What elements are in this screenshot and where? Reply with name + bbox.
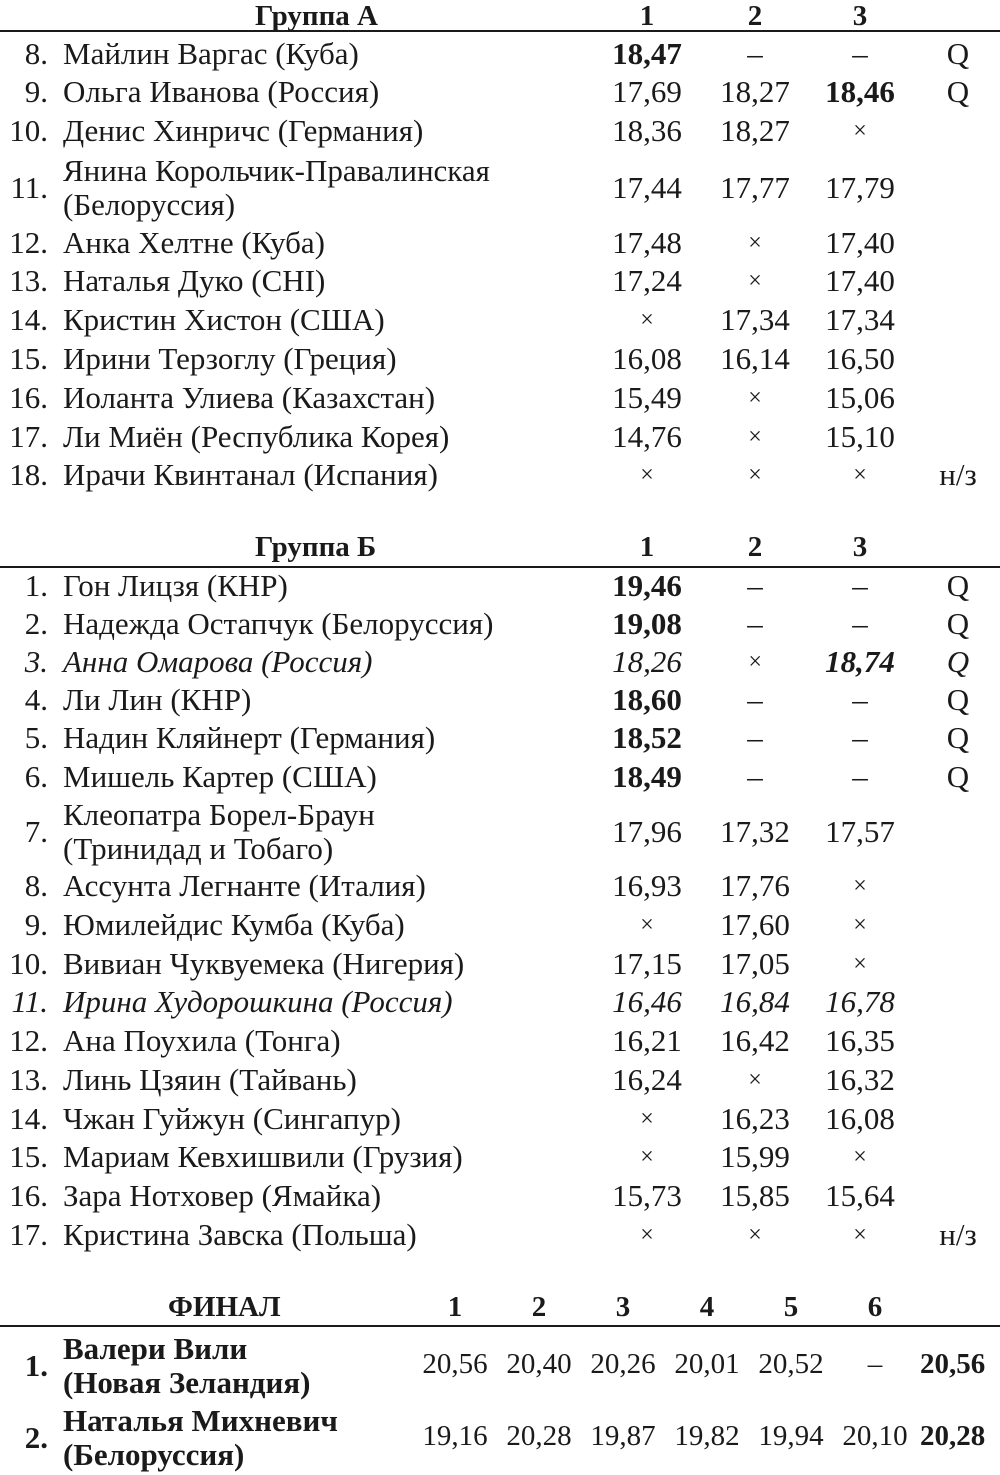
qualification-mark: Q [946, 759, 970, 794]
athlete-name: Ассунта Легнанте (Италия) [63, 868, 426, 903]
attempt-result: × [853, 873, 867, 899]
athlete-name: Надежда Остапчук (Белоруссия) [63, 606, 494, 641]
attempt-result: 17,77 [720, 170, 790, 205]
attempt-result: 15,99 [720, 1139, 790, 1174]
athlete-name: Янина Корольчик-Правалинская [63, 153, 490, 188]
attempt-result: 16,46 [612, 984, 682, 1019]
attempt-result: 17,34 [720, 302, 790, 337]
attempt-result: – [747, 36, 763, 71]
attempt-result: 20,40 [506, 1348, 572, 1380]
attempt-result: 20,26 [590, 1348, 656, 1380]
athlete-name: (Белоруссия) [63, 1437, 245, 1472]
athlete-name: Зара Нотховер (Ямайка) [63, 1178, 382, 1213]
attempt-result: 20,56 [422, 1348, 488, 1380]
group_a-col-header: 3 [852, 0, 868, 32]
qualification-mark: Q [946, 644, 970, 679]
place-number: 1. [24, 568, 48, 603]
athlete-name: Ольга Иванова (Россия) [63, 74, 380, 109]
athlete-name: Майлин Варгас (Куба) [63, 36, 359, 71]
final-col-header: 3 [615, 1291, 631, 1323]
attempt-result: – [747, 682, 763, 717]
attempt-result: 16,50 [825, 341, 895, 376]
group_b-col-header: 3 [852, 531, 868, 563]
attempt-result: × [640, 307, 654, 333]
attempt-result: 19,16 [422, 1420, 488, 1452]
place-number: 13. [9, 263, 48, 298]
athlete-name: Ли Миён (Республика Корея) [63, 419, 450, 454]
qualification-mark: н/з [939, 457, 977, 492]
attempt-result: 18,26 [612, 644, 682, 679]
attempt-result: 16,84 [720, 984, 790, 1019]
attempt-result: 15,10 [825, 419, 895, 454]
athlete-name: Ирини Терзоглу (Греция) [63, 341, 397, 376]
attempt-result: 17,05 [720, 946, 790, 981]
attempt-result: 17,40 [825, 225, 895, 260]
attempt-result: 18,27 [720, 113, 790, 148]
place-number: 8. [24, 36, 48, 71]
attempt-result: 17,44 [612, 170, 682, 205]
attempt-result: 17,76 [720, 868, 790, 903]
qualification-mark: Q [946, 568, 970, 603]
attempt-result: 17,32 [720, 814, 790, 849]
place-number: 16. [9, 380, 48, 415]
attempt-result: – [747, 606, 763, 641]
attempt-result: 18,60 [612, 682, 682, 717]
attempt-result: 16,42 [720, 1023, 790, 1058]
athlete-name: Надин Кляйнерт (Германия) [63, 720, 436, 755]
best-result: 20,56 [920, 1348, 986, 1380]
attempt-result: 18,36 [612, 113, 682, 148]
attempt-result: 17,79 [825, 170, 895, 205]
attempt-result: × [640, 912, 654, 938]
place-number: 4. [24, 682, 48, 717]
athlete-name: Иоланта Улиева (Казахстан) [63, 380, 436, 415]
place-number: 15. [9, 341, 48, 376]
place-number: 14. [9, 302, 48, 337]
attempt-result: 19,94 [758, 1420, 824, 1452]
athlete-name: Ана Поухила (Тонга) [63, 1023, 341, 1058]
final-title: ФИНАЛ [168, 1291, 281, 1323]
attempt-result: × [640, 1106, 654, 1132]
attempt-result: × [640, 462, 654, 488]
place-number: 12. [9, 1023, 48, 1058]
group_b-title: Группа Б [255, 531, 377, 563]
attempt-result: 14,76 [612, 419, 682, 454]
group_b-col-header: 1 [639, 531, 655, 563]
place-number: 2. [24, 606, 48, 641]
group_a-col-header: 1 [639, 0, 655, 32]
attempt-result: 20,52 [758, 1348, 824, 1380]
athlete-name: Анна Омарова (Россия) [63, 644, 373, 679]
group_a-header-rule [0, 30, 1000, 32]
attempt-result: 18,27 [720, 74, 790, 109]
athlete-name: Линь Цзяин (Тайвань) [63, 1062, 357, 1097]
place-number: 1. [24, 1348, 48, 1383]
attempt-result: – [852, 759, 868, 794]
place-number: 17. [9, 1217, 48, 1252]
attempt-result: 15,06 [825, 380, 895, 415]
attempt-result: 18,52 [612, 720, 682, 755]
place-number: 11. [10, 170, 48, 205]
group_a-title: Группа А [255, 0, 378, 32]
athlete-name: Клеопатра Борел-Браун [63, 797, 375, 832]
attempt-result: 15,49 [612, 380, 682, 415]
attempt-result: × [640, 1144, 654, 1170]
attempt-result: 16,35 [825, 1023, 895, 1058]
qualification-mark: н/з [939, 1217, 977, 1252]
attempt-result: 18,74 [825, 644, 895, 679]
attempt-result: × [748, 1222, 762, 1248]
qualification-mark: Q [946, 74, 970, 109]
place-number: 15. [9, 1139, 48, 1174]
attempt-result: 16,08 [612, 341, 682, 376]
attempt-result: × [748, 268, 762, 294]
attempt-result: × [748, 385, 762, 411]
place-number: 11. [11, 984, 48, 1019]
attempt-result: 17,34 [825, 302, 895, 337]
best-result: 20,28 [920, 1420, 986, 1452]
athlete-name: Гон Лицзя (КНР) [63, 568, 288, 603]
place-number: 6. [24, 759, 48, 794]
place-number: 16. [9, 1178, 48, 1213]
place-number: 10. [9, 946, 48, 981]
attempt-result: × [748, 1067, 762, 1093]
attempt-result: 15,64 [825, 1178, 895, 1213]
attempt-result: 17,24 [612, 263, 682, 298]
athlete-name: Ирачи Квинтанал (Испания) [63, 457, 438, 492]
final-col-header: 1 [447, 1291, 463, 1323]
attempt-result: × [853, 462, 867, 488]
attempt-result: 20,10 [842, 1420, 908, 1452]
attempt-result: 17,15 [612, 946, 682, 981]
attempt-result: 17,96 [612, 814, 682, 849]
athlete-name: Наталья Дуко (CHI) [63, 263, 326, 298]
athlete-name: Кристин Хистон (США) [63, 302, 385, 337]
attempt-result: – [852, 720, 868, 755]
attempt-result: 19,82 [674, 1420, 740, 1452]
attempt-result: × [853, 1144, 867, 1170]
place-number: 5. [24, 720, 48, 755]
athlete-name: (Тринидад и Тобаго) [63, 831, 334, 866]
place-number: 12. [9, 225, 48, 260]
attempt-result: 17,48 [612, 225, 682, 260]
attempt-result: 16,32 [825, 1062, 895, 1097]
athlete-name: Валери Вили [63, 1331, 248, 1366]
final-col-header: 4 [699, 1291, 715, 1323]
athlete-name: Мишель Картер (США) [63, 759, 377, 794]
athlete-name: Наталья Михневич [63, 1403, 338, 1438]
place-number: 9. [24, 74, 48, 109]
athlete-name: (Новая Зеландия) [63, 1365, 311, 1400]
place-number: 14. [9, 1101, 48, 1136]
athlete-name: Вивиан Чуквуемека (Нигерия) [63, 946, 465, 981]
attempt-result: 18,49 [612, 759, 682, 794]
attempt-result: – [867, 1348, 883, 1380]
attempt-result: 18,47 [612, 36, 682, 71]
final-col-header: 5 [783, 1291, 799, 1323]
attempt-result: × [748, 462, 762, 488]
final-col-header: 6 [867, 1291, 883, 1323]
attempt-result: × [748, 230, 762, 256]
attempt-result: 16,93 [612, 868, 682, 903]
attempt-result: × [853, 912, 867, 938]
attempt-result: 19,87 [590, 1420, 656, 1452]
group_b-col-header: 2 [747, 531, 763, 563]
attempt-result: – [852, 682, 868, 717]
attempt-result: 20,28 [506, 1420, 572, 1452]
final-col-header: 2 [531, 1291, 547, 1323]
attempt-result: – [852, 36, 868, 71]
athlete-name: (Белоруссия) [63, 187, 236, 222]
final-header-rule [0, 1325, 1000, 1327]
qualification-mark: Q [946, 606, 970, 641]
attempt-result: – [747, 720, 763, 755]
athlete-name: Ирина Худорошкина (Россия) [63, 984, 453, 1019]
attempt-result: 19,46 [612, 568, 682, 603]
place-number: 8. [24, 868, 48, 903]
attempt-result: 19,08 [612, 606, 682, 641]
attempt-result: × [853, 118, 867, 144]
attempt-result: 16,08 [825, 1101, 895, 1136]
attempt-result: 16,24 [612, 1062, 682, 1097]
athlete-name: Мариам Кевхишвили (Грузия) [63, 1139, 463, 1174]
attempt-result: 15,85 [720, 1178, 790, 1213]
attempt-result: 17,57 [825, 814, 895, 849]
attempt-result: × [640, 1222, 654, 1248]
attempt-result: 18,46 [825, 74, 895, 109]
place-number: 18. [9, 457, 48, 492]
qualification-mark: Q [946, 36, 970, 71]
athlete-name: Денис Хинричс (Германия) [63, 113, 424, 148]
attempt-result: 17,69 [612, 74, 682, 109]
place-number: 9. [24, 907, 48, 942]
attempt-result: × [748, 424, 762, 450]
group_a-col-header: 2 [747, 0, 763, 32]
qualification-mark: Q [946, 682, 970, 717]
attempt-result: 16,78 [825, 984, 895, 1019]
attempt-result: 20,01 [674, 1348, 740, 1380]
athlete-name: Чжан Гуйжун (Сингапур) [63, 1101, 401, 1136]
attempt-result: 17,60 [720, 907, 790, 942]
qualification-mark: Q [946, 720, 970, 755]
place-number: 3. [24, 644, 48, 679]
athlete-name: Анка Хелтне (Куба) [63, 225, 325, 260]
place-number: 17. [9, 419, 48, 454]
attempt-result: – [747, 759, 763, 794]
attempt-result: – [747, 568, 763, 603]
place-number: 2. [24, 1420, 48, 1455]
attempt-result: × [746, 649, 764, 675]
athlete-name: Ли Лин (КНР) [63, 682, 252, 717]
attempt-result: – [852, 606, 868, 641]
attempt-result: – [852, 568, 868, 603]
athlete-name: Кристина Завска (Польша) [63, 1217, 417, 1252]
place-number: 10. [9, 113, 48, 148]
athlete-name: Юмилейдис Кумба (Куба) [63, 907, 405, 942]
attempt-result: 15,73 [612, 1178, 682, 1213]
place-number: 13. [9, 1062, 48, 1097]
attempt-result: 16,14 [720, 341, 790, 376]
attempt-result: × [853, 951, 867, 977]
attempt-result: 17,40 [825, 263, 895, 298]
attempt-result: 16,21 [612, 1023, 682, 1058]
attempt-result: × [853, 1222, 867, 1248]
attempt-result: 16,23 [720, 1101, 790, 1136]
place-number: 7. [24, 814, 48, 849]
